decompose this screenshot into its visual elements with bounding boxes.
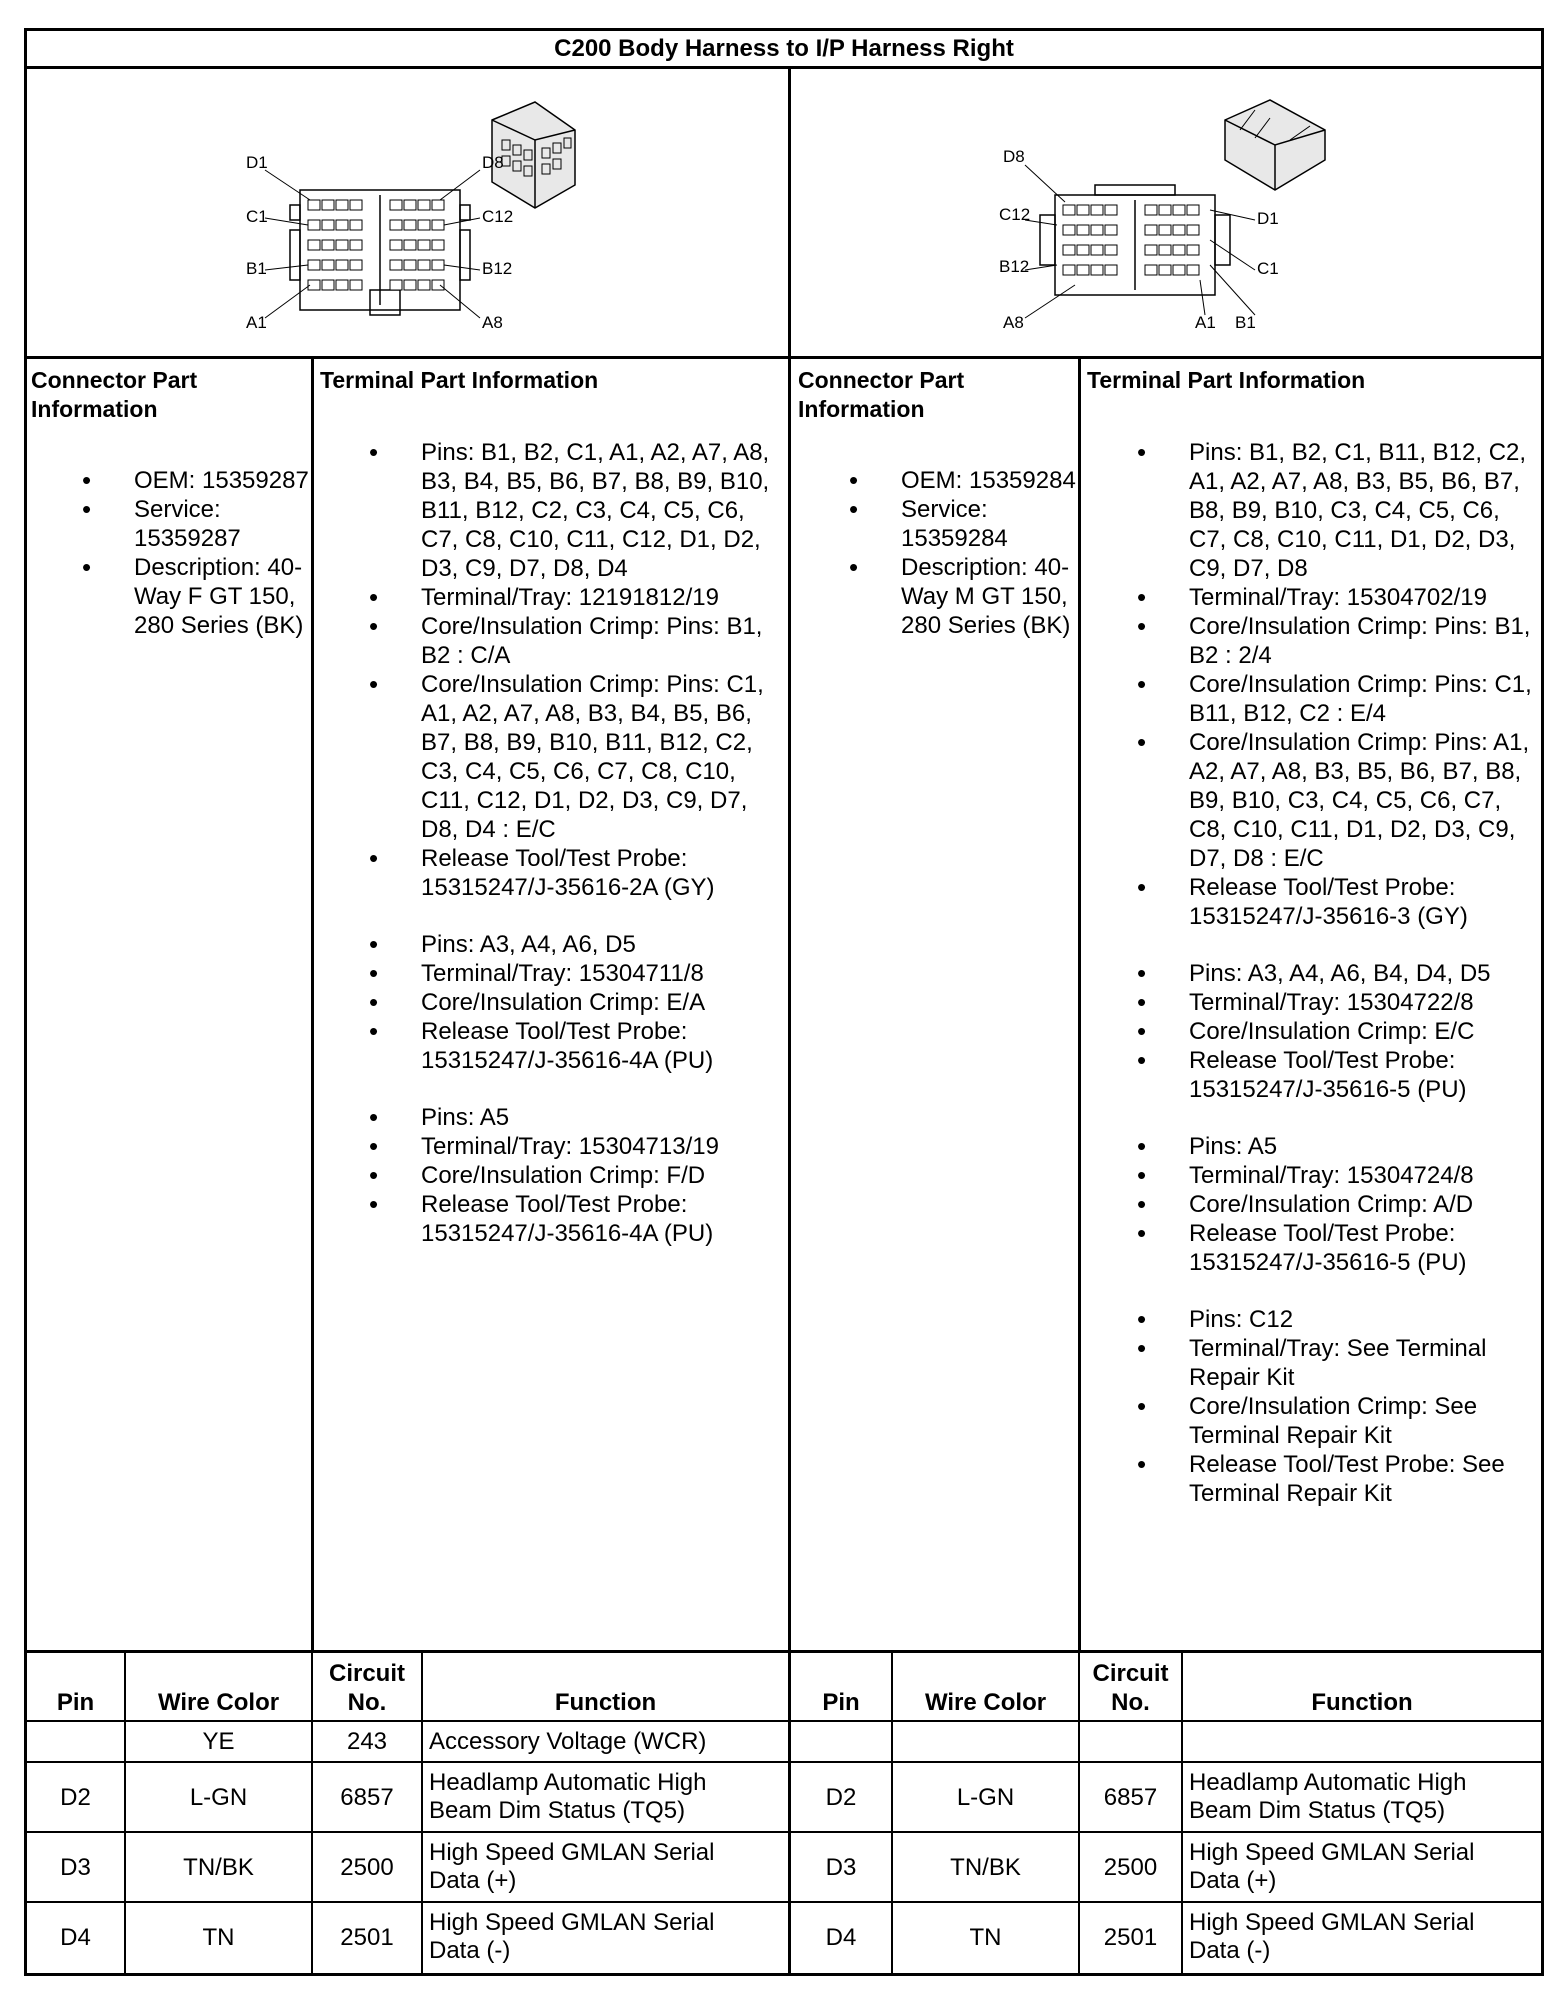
list-item: • Service: 15359287 (72, 495, 312, 553)
list-item: • Service: 15359284 (839, 495, 1079, 553)
diag-label: A8 (482, 313, 503, 332)
table-cell-pin: D3 (825, 1854, 857, 1881)
table-cell-circuit: 2500 (340, 1854, 394, 1881)
diag-label: D1 (246, 153, 268, 172)
list-item: • Terminal/Tray: 15304713/19 (359, 1132, 784, 1161)
col-header-wire-color: Wire Color (157, 1689, 280, 1716)
diag-label: A1 (1195, 313, 1216, 332)
col-header-circuit: Circuit No. (1092, 1660, 1169, 1716)
col-header-function: Function (554, 1689, 657, 1716)
list-item: • Core/Insulation Crimp: Pins: C1, B11, B12, C2 : E/4 (1127, 670, 1539, 728)
list-item: • Release Tool/Test Probe: 15315247/J-35616-3 (GY) (1127, 873, 1539, 931)
col-header-pin: Pin (56, 1689, 95, 1716)
table-row3-rule (27, 1901, 1541, 1903)
table-cell-circuit: 6857 (1103, 1784, 1158, 1811)
diag-label: B12 (999, 257, 1030, 276)
diag-label: B1 (1235, 313, 1256, 332)
list-item: • Release Tool/Test Probe: 15315247/J-35616-5 (PU) (1127, 1046, 1539, 1104)
list-item: • Release Tool/Test Probe: 15315247/J-35616-4A (PU) (359, 1190, 784, 1248)
list-item: • Pins: A5 (359, 1103, 784, 1132)
list-item: • Release Tool/Test Probe: See Terminal Repair Kit (1127, 1450, 1539, 1508)
list-item: • Pins: B1, B2, C1, A1, A2, A7, A8, B3, B4, B5, B6, B7, B8, B9, B10, B11, B12, C2, C3, C4, C5, C6, C7, C8, C10, C11, C12, D1, D2, D3, C9, D7, D8, D4 (359, 438, 784, 583)
list-item: • Core/Insulation Crimp: E/A (359, 988, 784, 1017)
table-cell-color: L-GN (189, 1784, 248, 1811)
list-item: • Pins: B1, B2, C1, B11, B12, C2, A1, A2, A7, A8, B3, B5, B6, B7, B8, B9, B10, C3, C4, C5, C6, C7, C8, C10, C11, D1, D2, D3, C9, D7, D8 (1127, 438, 1539, 583)
list-item: • Pins: A3, A4, A6, B4, D4, D5 (1127, 959, 1539, 988)
table-cell-function: High Speed GMLAN Serial Data (-) (1189, 1909, 1475, 1964)
table-cell-function: Headlamp Automatic High Beam Dim Status (TQ5) (1189, 1769, 1467, 1824)
list-item: • Description: 40-Way F GT 150, 280 Series (BK) (72, 553, 312, 640)
list-item: • Pins: C12 (1127, 1305, 1539, 1334)
table-row2-rule (27, 1831, 1541, 1833)
diagram-bottom-rule (27, 356, 1541, 359)
list-item: • Core/Insulation Crimp: See Terminal Repair Kit (1127, 1392, 1539, 1450)
table-cell-function: High Speed GMLAN Serial Data (+) (429, 1839, 715, 1894)
col-header-wire-color: Wire Color (924, 1689, 1047, 1716)
left-terminal-list (359, 438, 784, 1248)
page-title: C200 Body Harness to I/P Harness Right (27, 31, 1541, 69)
table-cell-pin: D4 (825, 1924, 857, 1951)
list-item: • Description: 40-Way M GT 150, 280 Series (BK) (839, 553, 1079, 640)
right-connector-diagram (995, 90, 1355, 340)
table-cell-color: TN/BK (183, 1854, 254, 1881)
diag-label: C12 (482, 207, 514, 226)
list-item: • Release Tool/Test Probe: 15315247/J-35616-5 (PU) (1127, 1219, 1539, 1277)
list-item: • Terminal/Tray: 12191812/19 (359, 583, 784, 612)
table-cell-function: Headlamp Automatic High Beam Dim Status (TQ5) (429, 1769, 707, 1824)
table-cell-circuit: 2500 (1103, 1854, 1158, 1881)
table-cell-color: L-GN (956, 1784, 1015, 1811)
diag-label: D8 (482, 153, 504, 172)
left-connector-diagram (230, 90, 590, 340)
table-cell-color: TN (969, 1924, 1002, 1951)
list-item: • Core/Insulation Crimp: Pins: B1, B2 : C/A (359, 612, 784, 670)
right-connector-3d-image (1225, 100, 1325, 190)
table-cell-function: Accessory Voltage (WCR) (429, 1728, 707, 1755)
list-item: • Terminal/Tray: 15304722/8 (1127, 988, 1539, 1017)
col-header-pin: Pin (822, 1689, 860, 1716)
table-cell-color: YE (202, 1728, 235, 1755)
info-bottom-rule (27, 1650, 1541, 1653)
table-row1-rule (27, 1761, 1541, 1763)
diag-label: D8 (1003, 147, 1025, 166)
right-terminal-list (1127, 438, 1539, 1508)
table-cell-color: TN/BK (950, 1854, 1021, 1881)
diag-label: B12 (482, 259, 513, 278)
list-item: • Core/Insulation Crimp: E/C (1127, 1017, 1539, 1046)
list-item: • Core/Insulation Crimp: A/D (1127, 1190, 1539, 1219)
right-connector-face (1040, 185, 1230, 295)
list-item: • Core/Insulation Crimp: Pins: C1, A1, A2, A7, A8, B3, B4, B5, B6, B7, B8, B9, B10, B11, B12, C2, C3, C4, C5, C6, C7, C8, C10, C11, C12, D1, D2, D3, C9, D7, D8, D4 : E/C (359, 670, 784, 844)
table-cell-function: High Speed GMLAN Serial Data (-) (429, 1909, 715, 1964)
left-connector-header: Connector Part Information (31, 367, 198, 422)
list-item: • Release Tool/Test Probe: 15315247/J-35616-4A (PU) (359, 1017, 784, 1075)
diag-label: C1 (246, 207, 268, 226)
table-cell-circuit: 243 (346, 1728, 388, 1755)
list-item: • Pins: A5 (1127, 1132, 1539, 1161)
left-connector-list (72, 466, 312, 640)
table-cell-color: TN (202, 1924, 235, 1951)
table-cell-circuit: 2501 (340, 1924, 394, 1951)
table-cell-circuit: 6857 (340, 1784, 394, 1811)
list-item: • Terminal/Tray: 15304711/8 (359, 959, 784, 988)
list-item: • OEM: 15359284 (839, 466, 1079, 495)
table-cell-pin: D2 (825, 1784, 857, 1811)
list-item: • Core/Insulation Crimp: Pins: A1, A2, A7, A8, B3, B5, B6, B7, B8, B9, B10, C3, C4, C5, C6, C7, C8, C10, C11, D1, D2, D3, C9, D7, D8 : E/C (1127, 728, 1539, 873)
list-item: • Core/Insulation Crimp: F/D (359, 1161, 784, 1190)
diag-label: B1 (246, 259, 267, 278)
right-terminal-header: Terminal Part Information (1087, 367, 1366, 393)
col-header-function: Function (1311, 1689, 1413, 1716)
list-item: • Terminal/Tray: 15304702/19 (1127, 583, 1539, 612)
diag-label: A1 (246, 313, 267, 332)
left-connector-3d-image (492, 102, 575, 208)
list-item: • Terminal/Tray: See Terminal Repair Kit (1127, 1334, 1539, 1392)
table-header-rule (27, 1720, 1541, 1722)
diag-label: C12 (999, 205, 1031, 224)
list-item: • Core/Insulation Crimp: Pins: B1, B2 : 2/4 (1127, 612, 1539, 670)
diag-label: D1 (1257, 209, 1279, 228)
table-cell-circuit: 2501 (1103, 1924, 1158, 1951)
list-item: • Terminal/Tray: 15304724/8 (1127, 1161, 1539, 1190)
left-terminal-header: Terminal Part Information (320, 367, 599, 393)
diag-label: A8 (1003, 313, 1024, 332)
col-header-circuit: Circuit No. (328, 1660, 405, 1716)
list-item: • OEM: 15359287 (72, 466, 312, 495)
right-connector-header: Connector Part Information (798, 367, 965, 422)
table-cell-function: High Speed GMLAN Serial Data (+) (1189, 1839, 1475, 1894)
right-connector-list (839, 466, 1079, 640)
list-item: • Release Tool/Test Probe: 15315247/J-35616-2A (GY) (359, 844, 784, 902)
table-cell-pin: D2 (60, 1784, 91, 1811)
table-cell-pin: D4 (60, 1924, 91, 1951)
diag-label: C1 (1257, 259, 1279, 278)
list-item: • Pins: A3, A4, A6, D5 (359, 930, 784, 959)
table-cell-pin: D3 (60, 1854, 91, 1881)
